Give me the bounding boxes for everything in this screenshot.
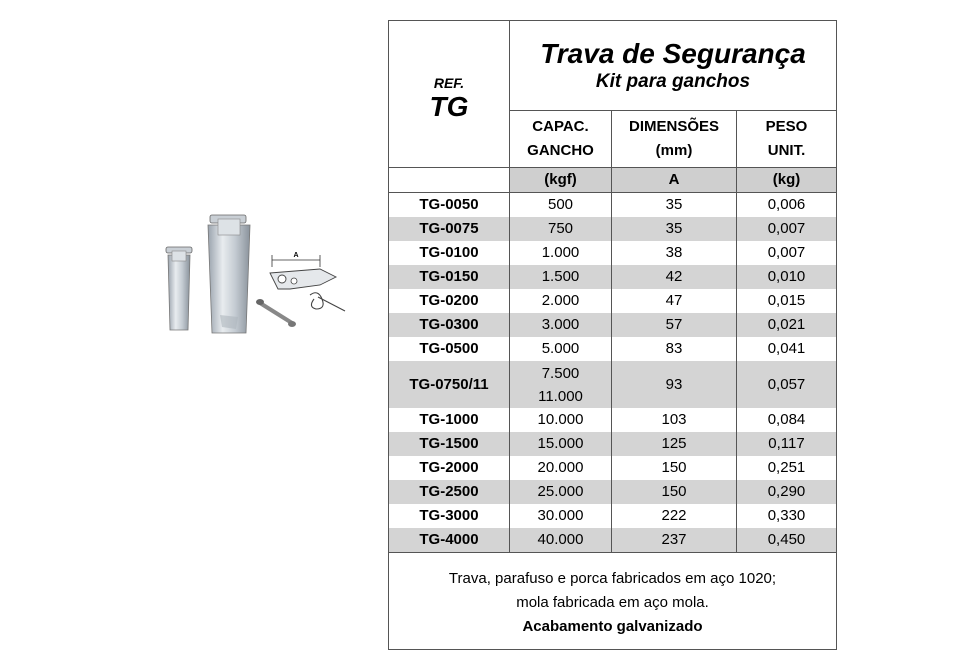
row-weight: 0,057 bbox=[737, 361, 837, 408]
row-weight: 0,117 bbox=[737, 432, 837, 456]
row-capacity: 3.000 bbox=[510, 313, 612, 337]
ref-label: REF. bbox=[433, 75, 465, 91]
row-ref: TG-0300 bbox=[389, 313, 510, 337]
ref-code: TG bbox=[429, 91, 469, 122]
row-ref: TG-2500 bbox=[389, 480, 510, 504]
units-ref-blank bbox=[389, 168, 510, 193]
product-illustration bbox=[160, 205, 350, 340]
col-header-capacity bbox=[510, 111, 612, 168]
row-weight: 0,007 bbox=[737, 217, 837, 241]
table-row bbox=[389, 265, 837, 289]
row-dimension: 83 bbox=[612, 337, 737, 361]
row-ref: TG-0500 bbox=[389, 337, 510, 361]
row-capacity: 30.000 bbox=[510, 504, 612, 528]
row-dimension: 38 bbox=[612, 241, 737, 265]
row-ref: TG-0750/11 bbox=[389, 361, 510, 408]
small-latch-image bbox=[166, 247, 192, 330]
col-header-weight-line1: PESO bbox=[765, 118, 808, 135]
row-capacity: 1.500 bbox=[510, 265, 612, 289]
row-dimension: 42 bbox=[612, 265, 737, 289]
table-row bbox=[389, 193, 837, 218]
row-capacity-value: 7.500 bbox=[541, 364, 580, 382]
spec-table bbox=[388, 20, 837, 650]
col-header-dimensions-line1: DIMENSÕES bbox=[628, 118, 719, 135]
table-row bbox=[389, 504, 837, 528]
dimension-label: A bbox=[293, 252, 299, 259]
col-header-capacity-line2: GANCHO bbox=[527, 142, 594, 159]
row-dimension: 150 bbox=[612, 456, 737, 480]
table-row bbox=[389, 241, 837, 265]
row-dimension: 35 bbox=[612, 193, 737, 218]
footer-line-3: Acabamento galvanizado bbox=[522, 618, 703, 635]
row-weight: 0,290 bbox=[737, 480, 837, 504]
row-dimension: 103 bbox=[612, 408, 737, 432]
bolt-image bbox=[256, 299, 296, 327]
row-weight: 0,251 bbox=[737, 456, 837, 480]
row-dimension: 35 bbox=[612, 217, 737, 241]
row-ref: TG-0150 bbox=[389, 265, 510, 289]
row-capacity: 20.000 bbox=[510, 456, 612, 480]
row-ref: TG-4000 bbox=[389, 528, 510, 553]
row-weight: 0,007 bbox=[737, 241, 837, 265]
row-ref: TG-0200 bbox=[389, 289, 510, 313]
row-capacity: 40.000 bbox=[510, 528, 612, 553]
row-capacity: 25.000 bbox=[510, 480, 612, 504]
page-subtitle: Kit para ganchos bbox=[595, 70, 751, 92]
table-row bbox=[389, 217, 837, 241]
row-weight: 0,015 bbox=[737, 289, 837, 313]
row-weight: 0,010 bbox=[737, 265, 837, 289]
row-capacity: 2.000 bbox=[510, 289, 612, 313]
row-weight: 0,041 bbox=[737, 337, 837, 361]
row-ref: TG-0100 bbox=[389, 241, 510, 265]
row-capacity: 500 bbox=[510, 193, 612, 218]
row-ref: TG-3000 bbox=[389, 504, 510, 528]
row-ref: TG-1500 bbox=[389, 432, 510, 456]
row-capacity: 1.000 bbox=[510, 241, 612, 265]
table-row bbox=[389, 289, 837, 313]
large-latch-image bbox=[208, 215, 250, 333]
footer-line-2: mola fabricada em aço mola. bbox=[516, 594, 709, 611]
row-weight: 0,450 bbox=[737, 528, 837, 553]
row-capacity bbox=[510, 361, 612, 408]
row-dimension: 125 bbox=[612, 432, 737, 456]
row-weight: 0,006 bbox=[737, 193, 837, 218]
table-row bbox=[389, 361, 837, 408]
footer-line-1: Trava, parafuso e porca fabricados em aço 1020; bbox=[448, 570, 777, 587]
row-dimension: 222 bbox=[612, 504, 737, 528]
row-ref: TG-2000 bbox=[389, 456, 510, 480]
table-row bbox=[389, 408, 837, 432]
row-dimension: 47 bbox=[612, 289, 737, 313]
row-ref: TG-0075 bbox=[389, 217, 510, 241]
table-row bbox=[389, 480, 837, 504]
title-block bbox=[510, 21, 837, 111]
row-dimension: 237 bbox=[612, 528, 737, 553]
row-dimension: 150 bbox=[612, 480, 737, 504]
col-header-dimensions-line2: (mm) bbox=[655, 142, 693, 159]
row-weight: 0,021 bbox=[737, 313, 837, 337]
dimension-line bbox=[272, 252, 320, 267]
table-row bbox=[389, 528, 837, 553]
units-row bbox=[389, 168, 837, 193]
col-header-weight-line2: UNIT. bbox=[767, 142, 806, 159]
unit-weight: (kg) bbox=[737, 168, 837, 193]
row-dimension: 93 bbox=[612, 361, 737, 408]
row-capacity: 10.000 bbox=[510, 408, 612, 432]
table-row bbox=[389, 337, 837, 361]
row-capacity: 15.000 bbox=[510, 432, 612, 456]
col-header-weight bbox=[737, 111, 837, 168]
row-capacity: 750 bbox=[510, 217, 612, 241]
row-capacity-value-2: 11.000 bbox=[538, 387, 583, 405]
col-header-dimensions bbox=[612, 111, 737, 168]
row-ref: TG-1000 bbox=[389, 408, 510, 432]
footer-notes bbox=[389, 553, 837, 650]
ref-header bbox=[389, 21, 510, 168]
table-row bbox=[389, 456, 837, 480]
col-header-capacity-line1: CAPAC. bbox=[532, 118, 589, 135]
row-capacity: 5.000 bbox=[510, 337, 612, 361]
page-title: Trava de Segurança bbox=[540, 37, 806, 69]
unit-capacity: (kgf) bbox=[510, 168, 612, 193]
table-row bbox=[389, 313, 837, 337]
table-row bbox=[389, 432, 837, 456]
unit-dimension: A bbox=[612, 168, 737, 193]
row-ref: TG-0050 bbox=[389, 193, 510, 218]
row-weight: 0,084 bbox=[737, 408, 837, 432]
row-dimension: 57 bbox=[612, 313, 737, 337]
row-weight: 0,330 bbox=[737, 504, 837, 528]
